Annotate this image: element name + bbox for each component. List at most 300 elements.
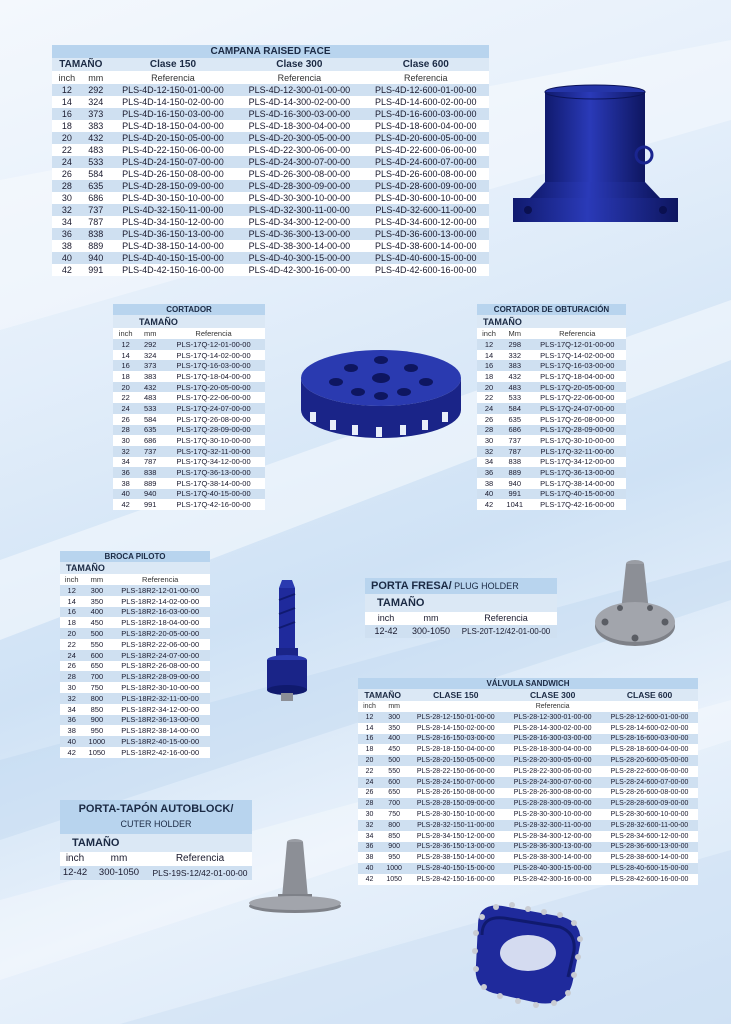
campana-class-600: Clase 600 [402, 59, 449, 70]
portatapon-ref-label: Referencia [175, 853, 225, 864]
cell-reference: PLS-18R2-24-07-00-00 [110, 650, 210, 661]
cell-reference: PLS-4D-34-600-12-00-00 [363, 216, 489, 228]
cell-reference: PLS-28-30-600-10-00-00 [601, 809, 698, 820]
cell-reference: PLS-4D-28-300-09-00-00 [236, 180, 362, 192]
cell-reference: PLS-28-18-300-04-00-00 [504, 744, 601, 755]
cell-inch: 32 [477, 446, 501, 457]
portafresa-mm-value: 300-1050 [411, 626, 451, 636]
valvula-size-label: TAMAÑO [364, 690, 401, 700]
cell-reference: PLS-18R2-36-13-00-00 [110, 715, 210, 726]
cell-inch: 16 [358, 734, 381, 745]
cell-reference: PLS-4D-36-300-13-00-00 [236, 228, 362, 240]
portatapon-inch-label: inch [65, 853, 85, 864]
cell-reference: PLS-4D-36-600-13-00-00 [363, 228, 489, 240]
cell-reference: PLS-17Q-32-11-00-00 [529, 446, 626, 457]
cell-reference: PLS-28-38-150-14-00-00 [407, 852, 504, 863]
cell-reference: PLS-17Q-26-08-00-00 [529, 414, 626, 425]
cortador-size-label: TAMAÑO [139, 316, 178, 327]
cell-mm: 750 [381, 809, 407, 820]
cell-reference: PLS-4D-22-150-06-00-00 [110, 144, 236, 156]
cell-reference: PLS-18R2-30-10-00-00 [110, 682, 210, 693]
cell-mm: 1050 [83, 747, 110, 758]
table-row [52, 204, 489, 216]
table-row [113, 382, 265, 393]
cell-reference: PLS-4D-24-300-07-00-00 [236, 156, 362, 168]
cell-reference: PLS-28-14-150-02-00-00 [407, 723, 504, 734]
cell-reference: PLS-28-36-300-13-00-00 [504, 842, 601, 853]
campana-class-300: Clase 300 [276, 59, 323, 70]
cell-reference: PLS-4D-40-300-15-00-00 [236, 252, 362, 264]
cell-reference: PLS-17Q-20-05-00-00 [162, 382, 265, 393]
cell-reference: PLS-4D-34-300-12-00-00 [236, 216, 362, 228]
table-row [358, 874, 698, 885]
cell-reference: PLS-17Q-38-14-00-00 [162, 478, 265, 489]
cell-reference: PLS-4D-18-300-04-00-00 [236, 120, 362, 132]
cell-inch: 38 [113, 478, 138, 489]
cell-reference: PLS-4D-18-150-04-00-00 [110, 120, 236, 132]
cell-reference: PLS-4D-20-150-05-00-00 [110, 132, 236, 144]
cell-reference: PLS-4D-14-300-02-00-00 [236, 96, 362, 108]
cell-reference: PLS-17Q-16-03-00-00 [529, 360, 626, 371]
cell-inch: 40 [477, 489, 501, 500]
obturacion-title: CORTADOR DE OBTURACIÓN [477, 304, 626, 315]
cell-mm: 298 [501, 339, 529, 350]
cell-mm: 383 [138, 371, 162, 382]
cell-reference: PLS-18R2-38-14-00-00 [110, 725, 210, 736]
cell-mm: 383 [82, 120, 110, 132]
cell-reference: PLS-28-30-300-10-00-00 [504, 809, 601, 820]
cell-inch: 26 [52, 168, 82, 180]
cell-reference: PLS-4D-26-150-08-00-00 [110, 168, 236, 180]
valvula-class-150: CLASE 150 [433, 690, 479, 700]
cell-reference: PLS-28-24-300-07-00-00 [504, 777, 601, 788]
cell-reference: PLS-4D-32-300-11-00-00 [236, 204, 362, 216]
cell-reference: PLS-28-40-150-15-00-00 [407, 863, 504, 874]
cell-mm: 584 [82, 168, 110, 180]
valvula-class-300: CLASE 300 [529, 690, 576, 700]
cell-reference: PLS-28-34-300-12-00-00 [504, 831, 601, 842]
cell-mm: 635 [82, 180, 110, 192]
table-row [52, 84, 489, 96]
table-row [52, 156, 489, 168]
cell-mm: 1041 [501, 499, 529, 510]
cell-mm: 750 [83, 682, 110, 693]
table-row [60, 650, 210, 661]
cell-inch: 38 [477, 478, 501, 489]
table-row [113, 425, 265, 436]
cell-reference: PLS-28-40-300-15-00-00 [504, 863, 601, 874]
porta-fresa-image [590, 556, 680, 656]
cell-mm: 635 [138, 425, 162, 436]
cell-reference: PLS-17Q-28-09-00-00 [529, 425, 626, 436]
table-row [358, 820, 698, 831]
cell-mm: 324 [82, 96, 110, 108]
cell-reference: PLS-28-32-150-11-00-00 [407, 820, 504, 831]
table-row [477, 499, 626, 510]
cell-reference: PLS-4D-12-600-01-00-00 [363, 84, 489, 96]
table-row [358, 712, 698, 723]
cell-mm: 650 [381, 788, 407, 799]
table-row [477, 435, 626, 446]
cell-inch: 18 [52, 120, 82, 132]
cell-mm: 850 [83, 704, 110, 715]
cell-reference: PLS-17Q-18-04-00-00 [529, 371, 626, 382]
table-row [477, 478, 626, 489]
cell-reference: PLS-17Q-12-01-00-00 [162, 339, 265, 350]
cell-reference: PLS-4D-30-150-10-00-00 [110, 192, 236, 204]
cell-reference: PLS-28-22-150-06-00-00 [407, 766, 504, 777]
cell-inch: 12 [477, 339, 501, 350]
cell-mm: 292 [138, 339, 162, 350]
cell-reference: PLS-17Q-14-02-00-00 [162, 350, 265, 361]
cell-reference: PLS-17Q-24-07-00-00 [162, 403, 265, 414]
portatapon-subheader [60, 852, 252, 866]
cell-reference: PLS-28-12-150-01-00-00 [407, 712, 504, 723]
cell-reference: PLS-28-36-600-13-00-00 [601, 842, 698, 853]
cell-reference: PLS-28-14-300-02-00-00 [504, 723, 601, 734]
table-row [477, 446, 626, 457]
cell-reference: PLS-17Q-24-07-00-00 [529, 403, 626, 414]
cell-inch: 38 [60, 725, 83, 736]
cell-reference: PLS-18R2-34-12-00-00 [110, 704, 210, 715]
portafresa-subheader [365, 612, 557, 625]
table-row [52, 120, 489, 132]
cell-inch: 14 [52, 96, 82, 108]
cell-inch: 26 [477, 414, 501, 425]
cell-reference: PLS-4D-22-300-06-00-00 [236, 144, 362, 156]
cortador-table [113, 304, 265, 510]
table-row [477, 350, 626, 361]
cell-inch: 30 [113, 435, 138, 446]
cell-inch: 24 [358, 777, 381, 788]
cell-reference: PLS-4D-24-150-07-00-00 [110, 156, 236, 168]
cell-inch: 22 [477, 392, 501, 403]
cell-reference: PLS-17Q-36-13-00-00 [162, 467, 265, 478]
table-row [60, 596, 210, 607]
table-row [60, 628, 210, 639]
cell-reference: PLS-28-28-600-09-00-00 [601, 798, 698, 809]
cell-mm: 584 [501, 403, 529, 414]
cell-mm: 787 [501, 446, 529, 457]
table-row [358, 798, 698, 809]
cell-mm: 600 [83, 650, 110, 661]
cell-reference: PLS-18R2-18-04-00-00 [110, 617, 210, 628]
cell-inch: 42 [60, 747, 83, 758]
cell-inch: 42 [113, 499, 138, 510]
cell-mm: 432 [138, 382, 162, 393]
cell-reference: PLS-18R2-32-11-00-00 [110, 693, 210, 704]
table-row [52, 216, 489, 228]
portafresa-mm-label: mm [423, 613, 439, 623]
portafresa-inch-value: 12-42 [374, 626, 398, 636]
cell-mm: 900 [83, 715, 110, 726]
cell-mm: 991 [82, 264, 110, 276]
broca-title: BROCA PILOTO [60, 551, 210, 562]
table-row [52, 96, 489, 108]
cell-mm: 533 [82, 156, 110, 168]
cell-inch: 12 [358, 712, 381, 723]
cell-mm: 940 [82, 252, 110, 264]
cell-inch: 34 [358, 831, 381, 842]
cell-reference: PLS-4D-30-600-10-00-00 [363, 192, 489, 204]
cell-reference: PLS-17Q-18-04-00-00 [162, 371, 265, 382]
cell-inch: 14 [358, 723, 381, 734]
cell-inch: 36 [52, 228, 82, 240]
cell-inch: 16 [52, 108, 82, 120]
cell-inch: 30 [477, 435, 501, 446]
table-row [60, 693, 210, 704]
valvula-sandwich-image [468, 895, 588, 1017]
cell-reference: PLS-4D-42-150-16-00-00 [110, 264, 236, 276]
broca-table [60, 551, 210, 758]
broca-inch-label: inch [64, 575, 79, 584]
cell-inch: 34 [477, 457, 501, 468]
cell-reference: PLS-28-36-150-13-00-00 [407, 842, 504, 853]
cell-mm: 950 [381, 852, 407, 863]
cell-reference: PLS-17Q-42-16-00-00 [162, 499, 265, 510]
cell-reference: PLS-28-32-600-11-00-00 [601, 820, 698, 831]
cell-inch: 24 [60, 650, 83, 661]
cell-inch: 20 [358, 755, 381, 766]
cell-reference: PLS-4D-22-600-06-00-00 [363, 144, 489, 156]
cell-mm: 332 [501, 350, 529, 361]
cell-reference: PLS-4D-36-150-13-00-00 [110, 228, 236, 240]
table-row [477, 339, 626, 350]
campana-ref-label: Referencia [277, 72, 322, 83]
cell-reference: PLS-28-38-600-14-00-00 [601, 852, 698, 863]
table-row [477, 403, 626, 414]
table-row [113, 446, 265, 457]
cell-reference: PLS-18R2-28-09-00-00 [110, 671, 210, 682]
cell-reference: PLS-4D-18-600-04-00-00 [363, 120, 489, 132]
cell-mm: 432 [82, 132, 110, 144]
cell-inch: 38 [52, 240, 82, 252]
cell-reference: PLS-18R2-26-08-00-00 [110, 661, 210, 672]
cell-reference: PLS-28-32-300-11-00-00 [504, 820, 601, 831]
table-row [113, 339, 265, 350]
valvula-mm-label: mm [388, 703, 400, 710]
table-row [52, 108, 489, 120]
cell-mm: 450 [83, 617, 110, 628]
portatapon-title-main: PORTA-TAPÓN AUTOBLOCK/ [78, 803, 234, 815]
cell-mm: 900 [381, 842, 407, 853]
cell-mm: 686 [501, 425, 529, 436]
table-row [60, 607, 210, 618]
cell-inch: 32 [358, 820, 381, 831]
cell-reference: PLS-28-18-150-04-00-00 [407, 744, 504, 755]
cell-mm: 383 [501, 360, 529, 371]
cell-inch: 18 [60, 617, 83, 628]
cell-mm: 533 [501, 392, 529, 403]
cell-inch: 42 [477, 499, 501, 510]
table-row [52, 168, 489, 180]
table-row [358, 809, 698, 820]
cell-inch: 36 [477, 467, 501, 478]
cell-inch: 16 [477, 360, 501, 371]
cell-reference: PLS-4D-42-600-16-00-00 [363, 264, 489, 276]
cell-inch: 20 [113, 382, 138, 393]
cell-inch: 36 [113, 467, 138, 478]
portatapon-size-label: TAMAÑO [60, 834, 252, 852]
porta-tapon-image [248, 836, 343, 921]
cell-inch: 28 [52, 180, 82, 192]
table-row [358, 788, 698, 799]
table-row [113, 435, 265, 446]
cell-reference: PLS-17Q-40-15-00-00 [162, 489, 265, 500]
broca-mm-label: mm [90, 575, 104, 584]
cell-reference: PLS-28-16-150-03-00-00 [407, 734, 504, 745]
cell-reference: PLS-18R2-42-16-00-00 [110, 747, 210, 758]
cell-reference: PLS-28-12-300-01-00-00 [504, 712, 601, 723]
cell-mm: 800 [83, 693, 110, 704]
cell-inch: 26 [60, 661, 83, 672]
portafresa-title-sub: PLUG HOLDER [451, 581, 519, 591]
table-row [60, 671, 210, 682]
portafresa-size-label: TAMAÑO [365, 594, 557, 612]
cell-mm: 1050 [381, 874, 407, 885]
cell-mm: 889 [501, 467, 529, 478]
cell-reference: PLS-4D-32-600-11-00-00 [363, 204, 489, 216]
cell-reference: PLS-28-42-300-16-00-00 [504, 874, 601, 885]
table-row [113, 350, 265, 361]
cell-mm: 850 [381, 831, 407, 842]
cell-reference: PLS-4D-30-300-10-00-00 [236, 192, 362, 204]
cell-reference: PLS-28-20-600-05-00-00 [601, 755, 698, 766]
cell-reference: PLS-28-30-150-10-00-00 [407, 809, 504, 820]
cell-inch: 24 [52, 156, 82, 168]
cell-mm: 483 [82, 144, 110, 156]
table-row [52, 144, 489, 156]
table-row [477, 457, 626, 468]
cell-mm: 838 [138, 467, 162, 478]
campana-mm-label: mm [88, 72, 104, 83]
obturacion-table [477, 304, 626, 510]
campana-size-label: TAMAÑO [59, 59, 103, 70]
cell-inch: 34 [60, 704, 83, 715]
cell-inch: 20 [60, 628, 83, 639]
obturacion-ref-label: Referencia [559, 329, 596, 338]
cell-reference: PLS-17Q-22-06-00-00 [529, 392, 626, 403]
cell-inch: 34 [113, 457, 138, 468]
cell-mm: 635 [501, 414, 529, 425]
table-row [358, 734, 698, 745]
cell-mm: 483 [138, 392, 162, 403]
cell-inch: 22 [60, 639, 83, 650]
cortador-image [296, 348, 466, 448]
broca-ref-label: Referencia [142, 575, 179, 584]
table-row [60, 736, 210, 747]
cell-inch: 30 [52, 192, 82, 204]
table-row [60, 704, 210, 715]
cortador-title: CORTADOR [113, 304, 265, 315]
table-row [477, 425, 626, 436]
cell-inch: 42 [52, 264, 82, 276]
cell-reference: PLS-17Q-38-14-00-00 [529, 478, 626, 489]
cell-inch: 22 [358, 766, 381, 777]
table-row [477, 489, 626, 500]
cell-reference: PLS-4D-32-150-11-00-00 [110, 204, 236, 216]
campana-inch-label: inch [58, 72, 76, 83]
cell-mm: 450 [381, 744, 407, 755]
cell-inch: 32 [52, 204, 82, 216]
table-row [358, 831, 698, 842]
cell-mm: 991 [501, 489, 529, 500]
cell-inch: 40 [52, 252, 82, 264]
cell-reference: PLS-4D-16-300-03-00-00 [236, 108, 362, 120]
cell-reference: PLS-28-38-300-14-00-00 [504, 852, 601, 863]
table-row [358, 755, 698, 766]
table-row [52, 252, 489, 264]
cell-inch: 30 [60, 682, 83, 693]
portafresa-ref-label: Referencia [484, 613, 528, 623]
cell-inch: 30 [358, 809, 381, 820]
table-row [477, 414, 626, 425]
cell-mm: 787 [82, 216, 110, 228]
cell-inch: 20 [477, 382, 501, 393]
table-row [113, 392, 265, 403]
cell-reference: PLS-17Q-22-06-00-00 [162, 392, 265, 403]
cell-reference: PLS-4D-26-300-08-00-00 [236, 168, 362, 180]
cell-reference: PLS-4D-40-600-15-00-00 [363, 252, 489, 264]
table-row [113, 371, 265, 382]
cell-reference: PLS-18R2-16-03-00-00 [110, 607, 210, 618]
cell-mm: 292 [82, 84, 110, 96]
cell-inch: 22 [52, 144, 82, 156]
cell-inch: 12 [60, 585, 83, 596]
cell-mm: 500 [83, 628, 110, 639]
cell-inch: 36 [60, 715, 83, 726]
cell-reference: PLS-28-42-600-16-00-00 [601, 874, 698, 885]
cell-inch: 12 [52, 84, 82, 96]
cell-reference: PLS-28-14-600-02-00-00 [601, 723, 698, 734]
cell-inch: 40 [358, 863, 381, 874]
cell-reference: PLS-28-22-600-06-00-00 [601, 766, 698, 777]
cell-reference: PLS-17Q-34-12-00-00 [529, 457, 626, 468]
cell-reference: PLS-28-24-150-07-00-00 [407, 777, 504, 788]
cell-mm: 700 [83, 671, 110, 682]
cell-reference: PLS-4D-16-600-03-00-00 [363, 108, 489, 120]
cell-reference: PLS-28-40-600-15-00-00 [601, 863, 698, 874]
cell-mm: 991 [138, 499, 162, 510]
portatapon-block [60, 800, 252, 880]
cell-reference: PLS-17Q-12-01-00-00 [529, 339, 626, 350]
cell-reference: PLS-4D-12-150-01-00-00 [110, 84, 236, 96]
cell-mm: 432 [501, 371, 529, 382]
cortador-ref-label: Referencia [195, 329, 232, 338]
portatapon-mm-label: mm [110, 853, 128, 864]
cell-reference: PLS-4D-24-600-07-00-00 [363, 156, 489, 168]
table-row [358, 777, 698, 788]
obturacion-size-label: TAMAÑO [483, 316, 522, 327]
cell-mm: 350 [381, 723, 407, 734]
cell-reference: PLS-4D-28-150-09-00-00 [110, 180, 236, 192]
cell-inch: 24 [477, 403, 501, 414]
cell-mm: 324 [138, 350, 162, 361]
campana-class-150: Clase 150 [149, 59, 197, 70]
cell-reference: PLS-4D-38-150-14-00-00 [110, 240, 236, 252]
cell-reference: PLS-17Q-42-16-00-00 [529, 499, 626, 510]
cell-mm: 300 [83, 585, 110, 596]
table-row [60, 617, 210, 628]
cell-reference: PLS-17Q-28-09-00-00 [162, 425, 265, 436]
table-row [60, 747, 210, 758]
table-row [113, 499, 265, 510]
cell-inch: 14 [113, 350, 138, 361]
cell-reference: PLS-18R2-12-01-00-00 [110, 585, 210, 596]
cell-mm: 889 [138, 478, 162, 489]
portafresa-title-main: PORTA FRESA/ [371, 580, 452, 592]
cell-mm: 400 [83, 607, 110, 618]
